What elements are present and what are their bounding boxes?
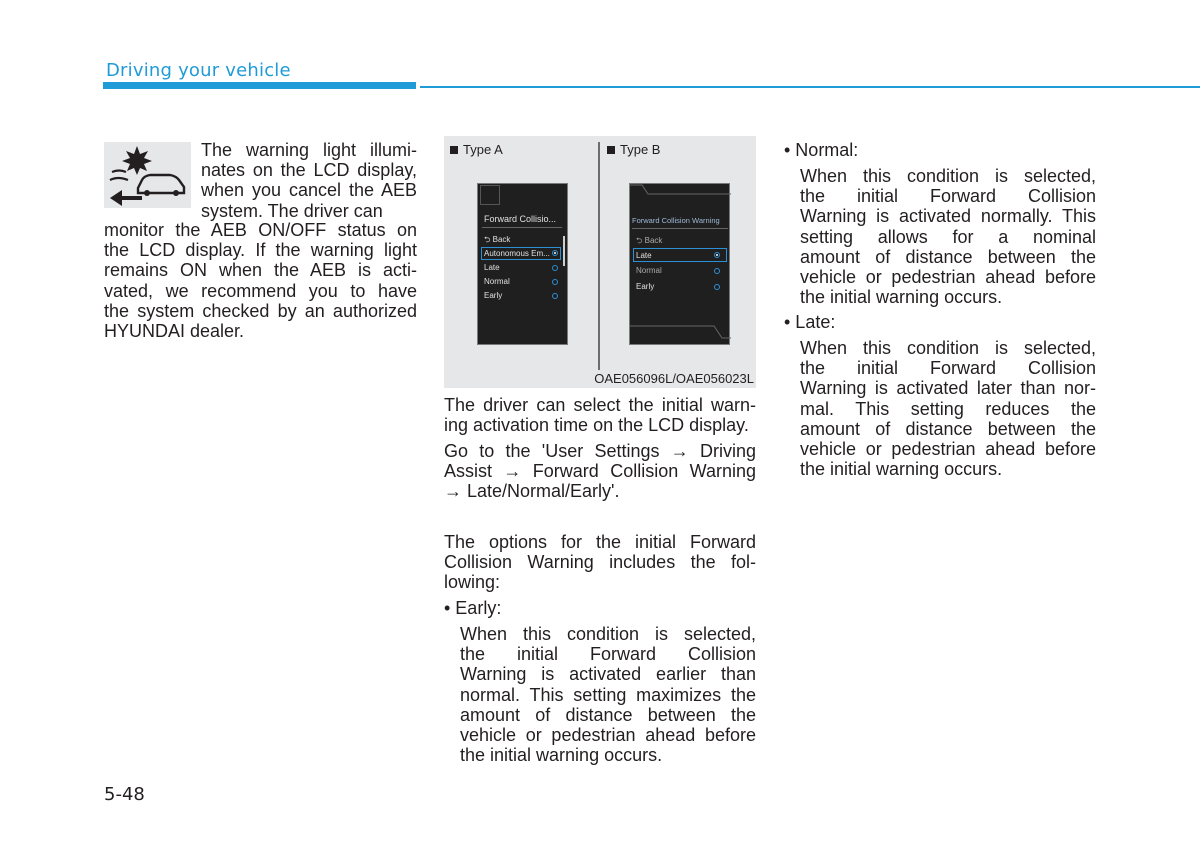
screen-menu-item: Normal (484, 277, 510, 286)
text-line: vehicle or pedestrian ahead before (800, 267, 1096, 288)
bullet-late: • Late: (784, 312, 836, 332)
text-line: nates on the LCD display, (201, 160, 417, 181)
aeb-warning-icon (104, 142, 191, 208)
radio-icon (552, 293, 558, 299)
radio-selected-icon (714, 252, 720, 258)
text-line: The warning light illumi- (201, 140, 417, 160)
screen-menu-item: Normal (636, 266, 662, 275)
text-line: vehicle or pedestrian ahead before (800, 439, 1096, 460)
text-line: remains ON when the AEB is acti- (104, 260, 417, 281)
early-description (460, 624, 756, 765)
screen-menu-item: Late (484, 263, 500, 272)
screen-menu-item: Late (636, 251, 652, 260)
text-line: monitor the AEB ON/OFF status on (104, 220, 417, 240)
text-line: the system checked by an authorized (104, 300, 417, 321)
screen-menu-item: Early (484, 291, 503, 300)
lcd-screen-type-a (477, 183, 568, 345)
square-bullet-icon (450, 146, 458, 154)
screen-title: Forward Collisio... (484, 214, 557, 224)
screen-menu-item: Early (636, 282, 655, 291)
text-line: system. The driver can (201, 200, 383, 221)
text-line: amount of distance between the (460, 704, 756, 725)
text-line: the initial warning occurs. (800, 287, 1003, 308)
text-line: Warning is activated earlier than (460, 664, 756, 685)
radio-icon (552, 279, 558, 285)
text-line: Go to the 'User Settings → Driving (444, 441, 756, 461)
radio-selected-icon (552, 250, 558, 256)
text-line: the initial Forward Collision (800, 186, 1096, 207)
radio-icon (552, 265, 558, 271)
text-line: amount of distance between the (800, 246, 1096, 267)
screen-divider (632, 228, 728, 229)
paragraph-select (444, 395, 756, 435)
header-rule-thick (103, 82, 416, 89)
text-line: lowing: (444, 572, 501, 593)
type-b-label: Type B (607, 142, 660, 157)
text-line: setting allows for a nominal (800, 226, 1096, 247)
type-a-label: Type A (450, 142, 503, 157)
text-line: The options for the initial Forward (444, 532, 756, 552)
text-line: ing activation time on the LCD display. (444, 415, 749, 436)
bullet-early: • Early: (444, 598, 502, 618)
text-line: mal. This setting reduces the (800, 398, 1096, 419)
text-line: when you cancel the AEB (201, 180, 417, 201)
text-line: the initial warning occurs. (800, 459, 1003, 480)
text-line: Warning is activated normally. This (800, 206, 1096, 227)
text-line: When this condition is selected, (800, 166, 1096, 186)
text-line: vated, we recommend you to have (104, 280, 417, 301)
text-line: Assist → Forward Collision Warning (444, 461, 756, 482)
lcd-figure (444, 136, 756, 388)
section-title: Driving your vehicle (106, 60, 291, 81)
paragraph-options (444, 532, 756, 593)
screen-bottom-frame (630, 324, 731, 346)
screen-corner-box (480, 185, 500, 205)
text-line: Warning is activated later than nor- (800, 378, 1096, 399)
text-line: HYUNDAI dealer. (104, 321, 245, 342)
screen-divider (482, 227, 562, 228)
lcd-screen-type-b (629, 183, 730, 345)
text-line: vehicle or pedestrian ahead before (460, 725, 756, 746)
radio-icon (714, 268, 720, 274)
text-line: Collision Warning includes the fol- (444, 552, 756, 573)
text-line: the initial Forward Collision (460, 644, 756, 665)
text-line: When this condition is selected, (460, 624, 756, 644)
text-line: the LCD display. If the warning light (104, 240, 417, 261)
square-bullet-icon (607, 146, 615, 154)
normal-description (800, 166, 1096, 307)
radio-icon (714, 284, 720, 290)
header-rule-thin (420, 86, 1200, 88)
screen-menu-item: Autonomous Em... (484, 249, 550, 258)
screen-scrollbar (563, 236, 565, 266)
screen-top-frame (630, 184, 731, 204)
screen-back-item: ⮌ Back (636, 236, 663, 245)
text-line: amount of distance between the (800, 418, 1096, 439)
figure-code: OAE056096L/OAE056023L (594, 371, 754, 386)
bullet-normal: • Normal: (784, 140, 859, 160)
text-line: The driver can select the initial warn- (444, 395, 756, 415)
figure-divider (598, 142, 600, 370)
text-line: the initial warning occurs. (460, 745, 663, 766)
warning-text-side (201, 140, 417, 221)
text-line: normal. This setting maximizes the (460, 684, 756, 705)
page-number: 5-48 (104, 784, 145, 805)
text-line: → Late/Normal/Early'. (444, 481, 620, 502)
screen-back-item: ⮌ Back (484, 235, 511, 244)
text-line: the initial Forward Collision (800, 358, 1096, 379)
warning-text-full (104, 220, 417, 341)
text-line: When this condition is selected, (800, 338, 1096, 358)
paragraph-path (444, 441, 756, 502)
late-description (800, 338, 1096, 479)
screen-title: Forward Collision Warning (632, 216, 720, 225)
